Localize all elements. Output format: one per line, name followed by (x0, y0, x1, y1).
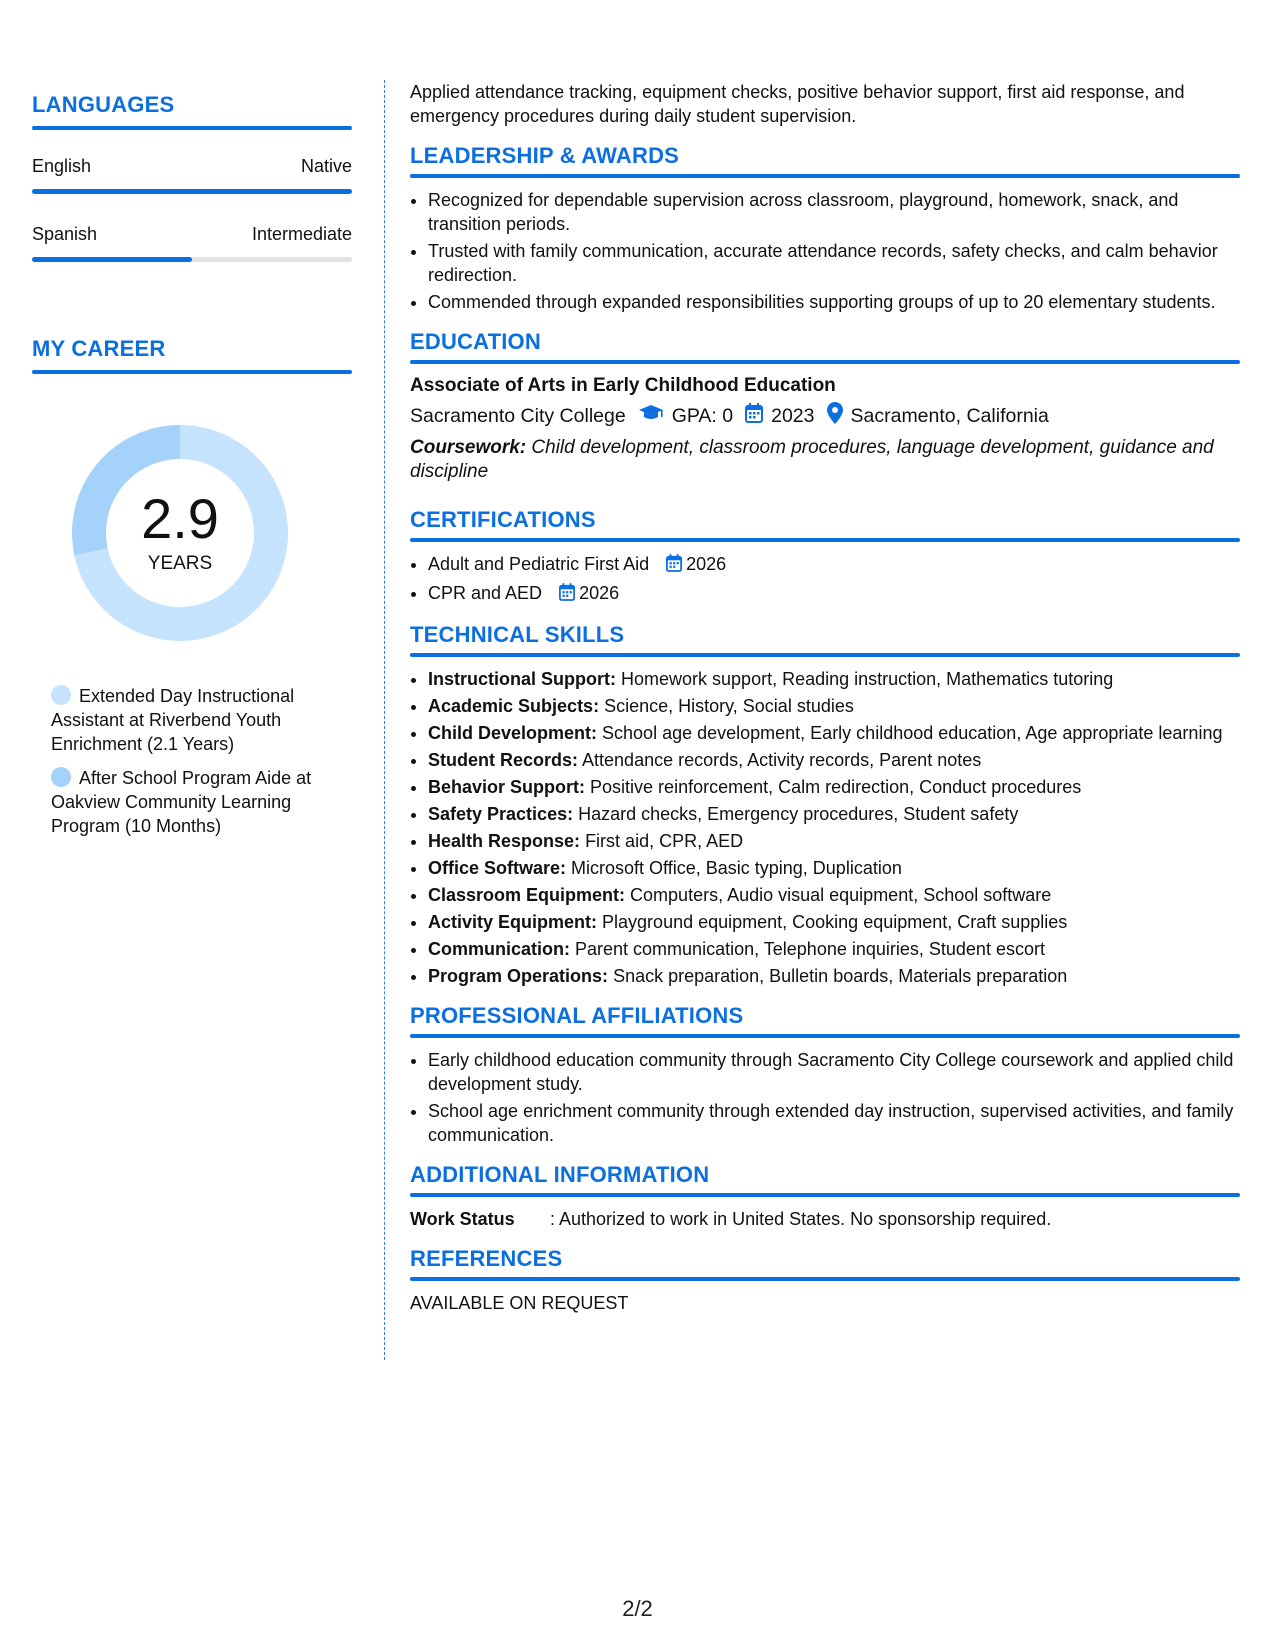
affiliations-section (410, 1002, 1240, 1147)
section-rule (410, 174, 1240, 178)
section-rule (410, 1277, 1240, 1281)
language-name: Spanish (32, 224, 98, 244)
legend-dot-icon (51, 685, 71, 705)
language-level: Intermediate (251, 224, 352, 244)
skill-value: Attendance records, Activity records, Parent notes (582, 750, 982, 770)
skill-label: Classroom Equipment: (428, 885, 626, 905)
skill-item (428, 937, 1240, 961)
skills-section (410, 621, 1240, 988)
column-divider (384, 80, 385, 1360)
right-column (410, 80, 1240, 1315)
education-meta (410, 402, 1240, 430)
career-legend (32, 684, 332, 838)
education-gpa: GPA: 0 (671, 405, 734, 427)
languages-title: LANGUAGES (32, 92, 175, 117)
location-pin-icon (827, 402, 843, 430)
list-item: • Trusted with family communication, accurate attendance records, safety checks, and calm behavior redirection. (428, 239, 1240, 287)
skill-item (428, 856, 1240, 880)
career-section (32, 336, 352, 838)
skill-value: Science, History, Social studies (604, 696, 854, 716)
skill-label: Instructional Support: (428, 669, 616, 689)
calendar-icon (745, 403, 763, 429)
skill-item (428, 667, 1240, 691)
references-text: AVAILABLE ON REQUEST (410, 1293, 629, 1313)
certification-name: CPR and AED (428, 583, 543, 603)
section-rule (410, 1193, 1240, 1197)
education-coursework (410, 436, 1240, 484)
career-title: MY CAREER (32, 336, 166, 361)
experience-continuation: Applied attendance tracking, equipment checks, positive behavior support, first aid response, and emergency procedures during daily student supervision. (410, 82, 1185, 126)
skill-label: Child Development: (428, 723, 598, 743)
languages-section (32, 92, 352, 262)
education-year: 2023 (771, 405, 815, 427)
list-item: • School age enrichment community through extended day instruction, supervised activities, and family communication. (428, 1099, 1240, 1147)
calendar-icon (666, 554, 682, 578)
skill-item (428, 748, 1240, 772)
education-degree: Associate of Arts in Early Childhood Education (410, 375, 836, 396)
skill-label: Academic Subjects: (428, 696, 600, 716)
skill-label: Activity Equipment: (428, 912, 598, 932)
certification-item (428, 581, 1240, 607)
certifications-list (410, 552, 1240, 607)
leadership-section (410, 142, 1240, 314)
skill-value: Positive reinforcement, Calm redirection, Conduct procedures (590, 777, 1082, 797)
certification-item (428, 552, 1240, 578)
career-donut-chart (65, 418, 295, 648)
donut-center (65, 418, 295, 648)
additional-title: ADDITIONAL INFORMATION (410, 1162, 710, 1187)
skill-label: Student Records: (428, 750, 579, 770)
page-number: 2/2 (622, 1596, 653, 1621)
skill-item (428, 910, 1240, 934)
skill-value: Microsoft Office, Basic typing, Duplication (571, 858, 902, 878)
language-name: English (32, 156, 92, 176)
skill-label: Behavior Support: (428, 777, 586, 797)
leadership-title: LEADERSHIP & AWARDS (410, 143, 680, 168)
language-bar (32, 257, 352, 262)
language-row-english (32, 156, 352, 177)
skill-item (428, 775, 1240, 799)
skill-item (428, 829, 1240, 853)
skill-label: Health Response: (428, 831, 581, 851)
list-item: • Commended through expanded responsibilities supporting groups of up to 20 elementary students. (428, 290, 1240, 314)
certifications-title: CERTIFICATIONS (410, 507, 596, 532)
career-total-unit: YEARS (147, 553, 213, 574)
skill-label: Office Software: (428, 858, 567, 878)
skill-value: Computers, Audio visual equipment, School software (630, 885, 1052, 905)
skill-value: First aid, CPR, AED (585, 831, 744, 851)
affiliations-title: PROFESSIONAL AFFILIATIONS (410, 1003, 744, 1028)
skill-value: Snack preparation, Bulletin boards, Materials preparation (613, 966, 1068, 986)
skill-label: Program Operations: (428, 966, 609, 986)
leadership-list (410, 188, 1240, 314)
language-bar-fill (32, 257, 192, 262)
additional-section (410, 1161, 1240, 1231)
skill-value: Parent communication, Telephone inquiries, Student escort (575, 939, 1045, 959)
skill-value: Homework support, Reading instruction, Mathematics tutoring (621, 669, 1114, 689)
career-legend-label: Extended Day Instructional Assistant at Riverbend Youth Enrichment (2.1 Years) (51, 686, 295, 754)
skill-item (428, 802, 1240, 826)
career-total-value: 2.9 (141, 487, 219, 550)
work-status-label: Work Status (410, 1209, 515, 1229)
skill-item (428, 964, 1240, 988)
calendar-icon (559, 583, 575, 607)
section-rule (410, 538, 1240, 542)
section-rule (410, 1034, 1240, 1038)
graduation-cap-icon (638, 404, 664, 428)
section-rule (32, 370, 352, 374)
coursework-text: Child development, classroom procedures, language development, guidance and discipline (410, 437, 1214, 482)
references-section (410, 1245, 1240, 1315)
left-column (32, 92, 352, 848)
skills-title: TECHNICAL SKILLS (410, 622, 625, 647)
skill-value: Playground equipment, Cooking equipment, Craft supplies (602, 912, 1068, 932)
skills-list (410, 667, 1240, 988)
skill-label: Safety Practices: (428, 804, 574, 824)
work-status-value: : Authorized to work in United States. No sponsorship required. (550, 1209, 1052, 1229)
coursework-label: Coursework: (410, 437, 527, 458)
legend-dot-icon (51, 767, 71, 787)
affiliations-list (410, 1048, 1240, 1147)
references-title: REFERENCES (410, 1246, 563, 1271)
language-bar (32, 189, 352, 194)
skill-value: School age development, Early childhood education, Age appropriate learning (602, 723, 1223, 743)
list-item: • Recognized for dependable supervision across classroom, playground, homework, snack, and transition periods. (428, 188, 1240, 236)
skill-value: Hazard checks, Emergency procedures, Student safety (578, 804, 1019, 824)
career-legend-label: After School Program Aide at Oakview Community Learning Program (10 Months) (51, 768, 312, 836)
certification-year: 2026 (579, 583, 620, 603)
section-rule (410, 653, 1240, 657)
section-rule (32, 126, 352, 130)
language-bar-fill (32, 189, 352, 194)
skill-item (428, 721, 1240, 745)
skill-item (428, 694, 1240, 718)
certification-name: Adult and Pediatric First Aid (428, 554, 650, 574)
work-status-row (410, 1207, 1240, 1231)
certifications-section (410, 506, 1240, 607)
education-section (410, 328, 1240, 484)
language-row-spanish (32, 224, 352, 245)
skill-item (428, 883, 1240, 907)
career-legend-item (51, 766, 332, 838)
education-title: EDUCATION (410, 329, 541, 354)
education-location: Sacramento, California (850, 405, 1049, 427)
language-level: Native (300, 156, 352, 176)
certification-year: 2026 (686, 554, 727, 574)
list-item: • Early childhood education community through Sacramento City College coursework and applied child development study. (428, 1048, 1240, 1096)
career-legend-item (51, 684, 332, 756)
skill-label: Communication: (428, 939, 570, 959)
section-rule (410, 360, 1240, 364)
education-school: Sacramento City College (410, 405, 626, 427)
